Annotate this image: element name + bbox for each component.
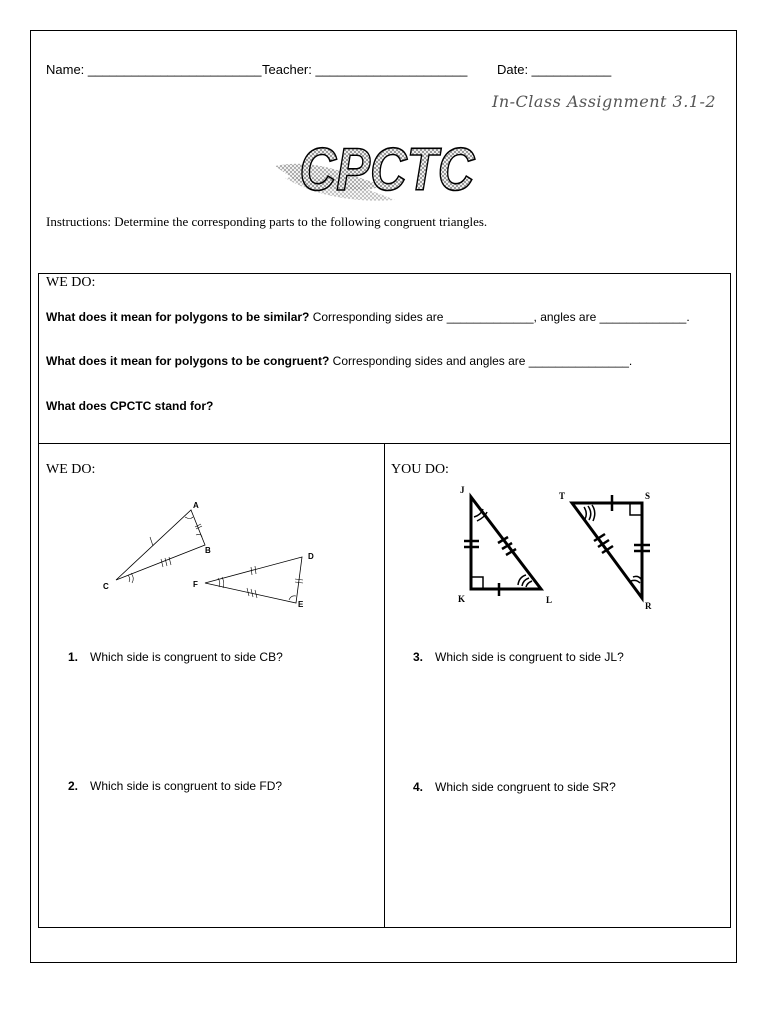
similar-question: [46, 310, 690, 324]
cpctc-title-art: [275, 128, 500, 208]
question-2-number: 2.: [68, 779, 79, 793]
question-1-number: 1.: [68, 650, 79, 664]
we-do-triangles-figure: [95, 495, 325, 615]
question-2: [68, 779, 282, 793]
question-1: [68, 650, 283, 664]
congruent-question-rest: Corresponding sides and angles are _______________.: [329, 354, 633, 368]
triangle-def: [205, 557, 302, 603]
cpctc-question-bold: What does CPCTC stand for?: [46, 399, 214, 413]
question-1-text: Which side is congruent to side CB?: [90, 650, 283, 664]
vertex-label-c: C: [103, 582, 109, 591]
question-2-text: Which side is congruent to side FD?: [90, 779, 283, 793]
instructions-label: Instructions: [46, 214, 108, 229]
teacher-field: Teacher: _____________________: [262, 62, 468, 77]
question-3-text: Which side is congruent to side JL?: [435, 650, 624, 664]
question-4: [413, 780, 616, 794]
you-do-triangles-figure: [450, 485, 670, 615]
congruent-question-bold: What does it mean for polygons to be congruent?: [46, 354, 330, 368]
you-do-title: YOU DO:: [391, 462, 449, 477]
question-3-number: 3.: [413, 650, 424, 664]
we-do-title-top: WE DO:: [46, 275, 96, 290]
name-field: Name: ________________________: [46, 62, 262, 77]
vertex-label-a: A: [193, 501, 199, 510]
similar-question-rest: Corresponding sides are _____________, angles are _____________.: [309, 310, 690, 324]
vertex-label-t: T: [559, 491, 566, 501]
triangle-abc: [116, 510, 205, 580]
congruent-question: [46, 354, 632, 368]
similar-question-bold: What does it mean for polygons to be similar?: [46, 310, 310, 324]
instructions-text: : Determine the corresponding parts to the following congruent triangles.: [107, 214, 488, 229]
we-do-title-bottom: WE DO:: [46, 462, 96, 477]
vertex-label-l: L: [546, 595, 553, 605]
vertex-label-j: J: [460, 485, 465, 495]
vertex-label-r: R: [645, 601, 652, 611]
date-field: Date: ___________: [497, 62, 612, 77]
cpctc-title-text: CPCTC: [299, 136, 476, 203]
question-4-number: 4.: [413, 780, 424, 794]
cpctc-question: [46, 399, 213, 413]
vertex-label-e: E: [298, 600, 304, 609]
assignment-title: In-Class Assignment 3.1-2: [492, 92, 717, 111]
instructions: [46, 214, 487, 230]
vertex-label-d: D: [308, 552, 314, 561]
question-4-text: Which side congruent to side SR?: [435, 780, 616, 794]
vertex-label-f: F: [193, 580, 198, 589]
vertex-label-b: B: [205, 546, 211, 555]
vertex-label-s: S: [645, 491, 651, 501]
question-3: [413, 650, 624, 664]
vertex-label-k: K: [458, 594, 466, 604]
